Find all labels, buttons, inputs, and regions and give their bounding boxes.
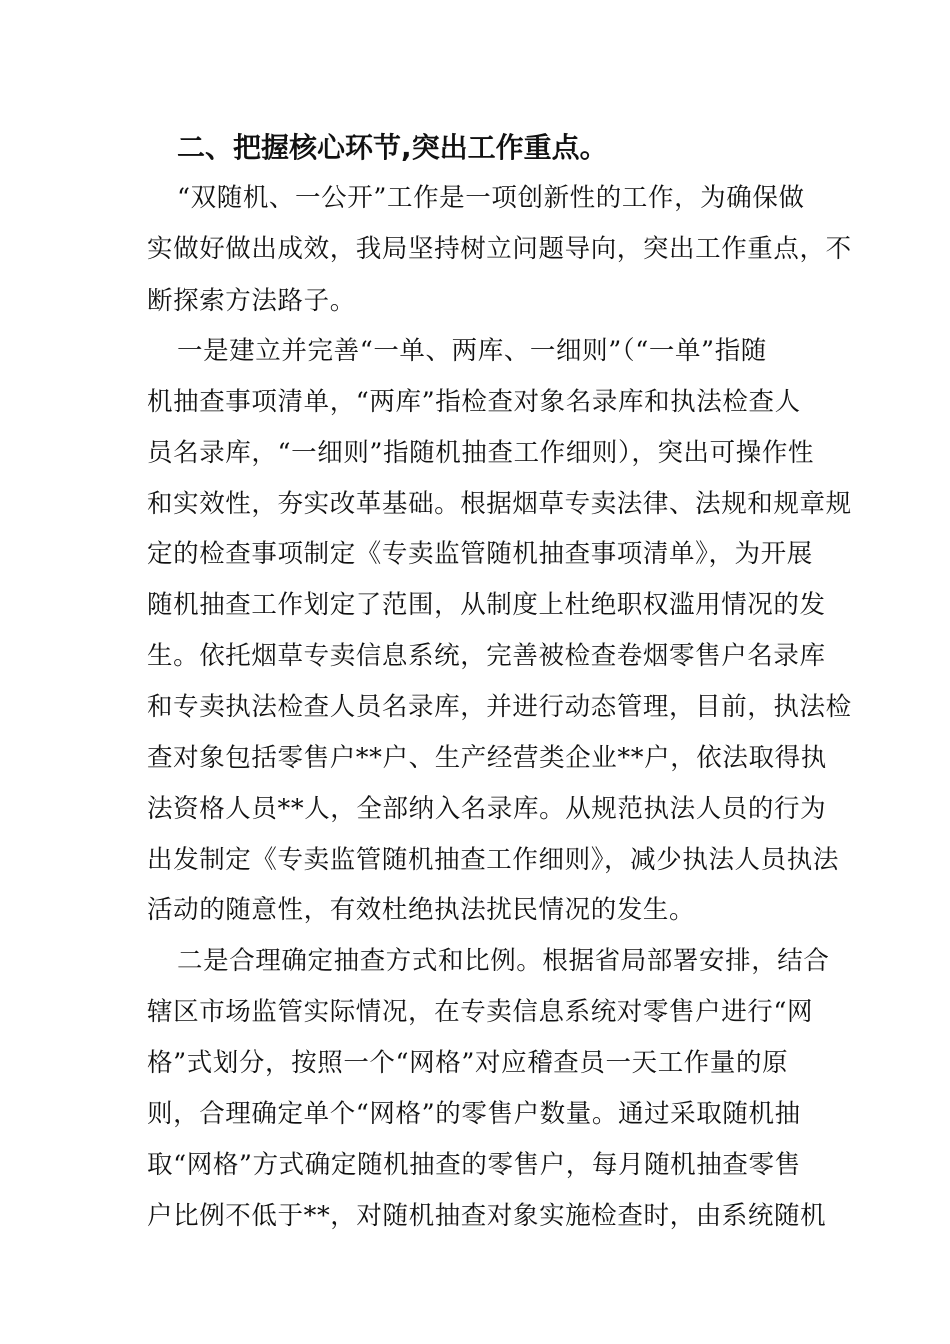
paragraph-line: 员名录库，“一细则”指随机抽查工作细则），突出可操作性 (147, 438, 815, 468)
paragraph-line: 定的检查事项制定《专卖监管随机抽查事项清单》，为开展 (147, 539, 813, 569)
paragraph-line: 辖区市场监管实际情况，在专卖信息系统对零售户进行“网 (147, 997, 814, 1027)
paragraph-line: 二是合理确定抽查方式和比例。根据省局部署安排，结合 (177, 946, 830, 976)
paragraph-line: 户比例不低于**，对随机抽查对象实施检查时，由系统随机 (147, 1201, 827, 1231)
paragraph-line: 法资格人员**人，全部纳入名录库。从规范执法人员的行为 (147, 794, 827, 824)
paragraph-line: 和专卖执法检查人员名录库，并进行动态管理，目前，执法检 (147, 692, 852, 722)
paragraph-line: 生。依托烟草专卖信息系统，完善被检查卷烟零售户名录库 (147, 641, 826, 671)
paragraph-line: 则，合理确定单个“网格”的零售户数量。通过采取随机抽 (147, 1099, 801, 1129)
section-heading: 二、把握核心环节,突出工作重点。 (177, 131, 608, 164)
paragraph-line: 实做好做出成效，我局坚持树立问题导向，突出工作重点，不 (147, 234, 852, 264)
paragraph-line: 机抽查事项清单，“两库”指检查对象名录库和执法检查人 (147, 387, 801, 417)
paragraph-line: 查对象包括零售户**户、生产经营类企业**户，依法取得执 (147, 743, 827, 773)
paragraph-line: 出发制定《专卖监管随机抽查工作细则》，减少执法人员执法 (147, 845, 839, 875)
paragraph-line: 随机抽查工作划定了范围，从制度上杜绝职权滥用情况的发 (147, 590, 826, 620)
paragraph-line: 取“网格”方式确定随机抽查的零售户，每月随机抽查零售 (147, 1150, 801, 1180)
paragraph-line: 格”式划分，按照一个“网格”对应稽查员一天工作量的原 (147, 1048, 789, 1078)
paragraph-line: 活动的随意性，有效杜绝执法扰民情况的发生。 (147, 895, 696, 925)
paragraph-line: “双随机、一公开”工作是一项创新性的工作，为确保做 (177, 183, 805, 213)
paragraph-line: 断探索方法路子。 (147, 286, 356, 316)
paragraph-line: 一是建立并完善“一单、两库、一细则”（“一单”指随 (177, 336, 767, 366)
paragraph-line: 和实效性，夯实改革基础。根据烟草专卖法律、法规和规章规 (147, 489, 852, 519)
